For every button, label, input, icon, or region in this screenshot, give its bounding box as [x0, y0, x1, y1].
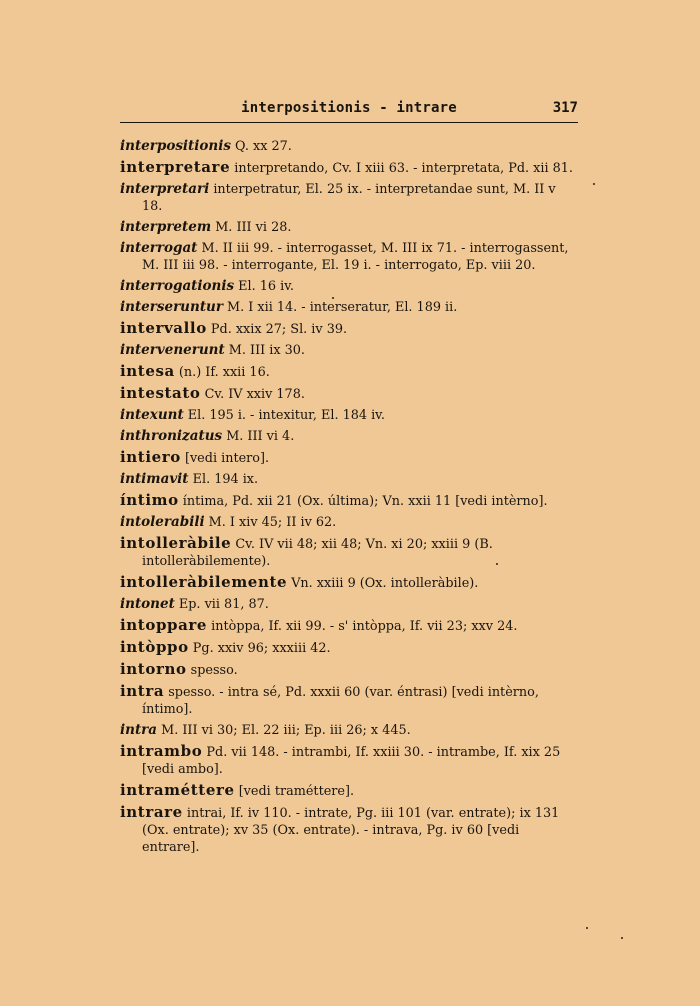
speck — [621, 937, 623, 939]
entry-body: M. III vi 30; El. 22 iii; Ep. iii 26; x 445. — [157, 723, 411, 738]
headword: intorno — [120, 660, 187, 678]
entry-intorno — [120, 661, 580, 679]
headword: intra — [120, 682, 165, 700]
entry-intollerabilemente — [120, 574, 580, 592]
headword: interpretare — [120, 158, 231, 176]
headword: intrare — [120, 803, 183, 821]
entry-intonet — [120, 596, 580, 613]
entry-body: [vedi traméttere]. — [234, 784, 355, 799]
entry-intrare — [120, 804, 580, 856]
entry-body: M. III vi 4. — [222, 429, 295, 444]
headword: interrogat — [120, 240, 198, 256]
entry-intra-latin — [120, 722, 580, 739]
headword: intonet — [120, 596, 175, 612]
entry-intrambo — [120, 743, 580, 778]
entry-interpretari — [120, 181, 580, 215]
headword: interrogationis — [120, 278, 235, 294]
entry-body: intòppa, If. xii 99. - s' intòppa, If. vii 23; xxv 24. — [207, 619, 518, 634]
headword: interseruntur — [120, 299, 223, 315]
entry-inthronizatus — [120, 428, 580, 445]
entry-interseruntur — [120, 299, 580, 316]
speck — [496, 563, 498, 565]
entry-intervallo — [120, 320, 580, 338]
entry-intoppo — [120, 639, 580, 657]
headword: íntimo — [120, 491, 179, 509]
entry-intramettere — [120, 782, 580, 800]
headword: intolleràbile — [120, 534, 232, 552]
entry-intesa — [120, 363, 580, 381]
entry-intervenerunt — [120, 342, 580, 359]
entry-body: Pg. xxiv 96; xxxiii 42. — [188, 641, 331, 656]
entry-interpretare — [120, 159, 580, 177]
entry-intollerabile — [120, 535, 580, 570]
entry-interpretem — [120, 219, 580, 236]
entry-body: spesso. - intra sé, Pd. xxxii 60 (var. éntrasi) [vedi intèrno, íntimo]. — [142, 685, 539, 717]
speck — [593, 183, 595, 185]
entry-intolerabili — [120, 514, 580, 531]
speck — [586, 927, 588, 929]
entry-interrogat — [120, 240, 580, 274]
entry-body: El. 194 ix. — [188, 472, 259, 487]
entry-intimo — [120, 492, 580, 510]
headword: intoppare — [120, 616, 208, 634]
headword: intiero — [120, 448, 181, 466]
headword: intra — [120, 722, 158, 738]
entry-body: Q. xx 27. — [230, 139, 292, 154]
entry-interrogationis — [120, 278, 580, 295]
entry-body: M. I xii 14. - interseratur, El. 189 ii. — [222, 300, 458, 315]
entry-intiero — [120, 449, 580, 467]
entry-body: M. III ix 30. — [224, 343, 305, 358]
entry-body: Cv. IV xxiv 178. — [200, 387, 305, 402]
entry-body: (n.) If. xxii 16. — [174, 365, 270, 380]
headword: intexunt — [120, 407, 184, 423]
entry-body: M. II iii 99. - interrogasset, M. III ix 71. - interrogassent, M. III iii 98. - interrogante, El. 19 i. - interrogato, Ep. viii 20. — [142, 241, 569, 273]
headword: intòppo — [120, 638, 189, 656]
running-header — [120, 100, 578, 123]
entry-intexunt — [120, 407, 580, 424]
entry-body: intrai, If. iv 110. - intrate, Pg. iii 101 (var. entrate); ix 131 (Ox. entrate); xv 35 (Ox. entrate). - intrava, Pg. iv 60 [vedi entrare]. — [142, 806, 560, 855]
headword: intolerabili — [120, 514, 205, 530]
headword: intraméttere — [120, 781, 235, 799]
entry-body: interpretando, Cv. I xiii 63. - interpretata, Pd. xii 81. — [230, 161, 574, 176]
headword: intervenerunt — [120, 342, 225, 358]
headword: interpretari — [120, 181, 210, 197]
entry-body: Pd. vii 148. - intrambi, If. xxiii 30. - intrambe, If. xix 25 [vedi ambo]. — [142, 745, 561, 777]
header-title: interpositionis - intrare — [241, 100, 457, 116]
headword: intolleràbilemente — [120, 573, 288, 591]
entry-intestato — [120, 385, 580, 403]
headword: intrambo — [120, 742, 203, 760]
entry-body: Cv. IV vii 48; xii 48; Vn. xi 20; xxiii 9 (B. intolleràbilemente). — [142, 537, 493, 569]
speck — [332, 297, 334, 299]
entry-body: íntima, Pd. xii 21 (Ox. última); Vn. xxii 11 [vedi intèrno]. — [178, 494, 548, 509]
headword: intervallo — [120, 319, 207, 337]
entry-body: M. I xiv 45; II iv 62. — [204, 515, 337, 530]
entry-body: Vn. xxiii 9 (Ox. intolleràbile). — [287, 576, 479, 591]
entry-body: El. 16 iv. — [234, 279, 294, 294]
headword: inthronizatus — [120, 428, 223, 444]
entry-body: El. 195 i. - intexitur, El. 184 iv. — [183, 408, 385, 423]
entry-body: Pd. xxix 27; Sl. iv 39. — [206, 322, 348, 337]
entry-intimavit — [120, 471, 580, 488]
entry-intoppare — [120, 617, 580, 635]
headword: interpositionis — [120, 138, 231, 154]
page-number: 317 — [552, 100, 578, 116]
entry-interpositionis — [120, 138, 580, 155]
entry-body: spesso. — [186, 663, 238, 678]
entry-body: Ep. vii 81, 87. — [174, 597, 269, 612]
entry-body: interpetratur, El. 25 ix. - interpretandae sunt, M. II v 18. — [142, 182, 556, 214]
entry-list — [120, 138, 580, 860]
entry-body: [vedi intero]. — [180, 451, 270, 466]
entry-body: M. III vi 28. — [211, 220, 292, 235]
entry-intra — [120, 683, 580, 718]
headword: intimavit — [120, 471, 189, 487]
headword: intesa — [120, 362, 175, 380]
headword: interpretem — [120, 219, 212, 235]
headword: intestato — [120, 384, 201, 402]
